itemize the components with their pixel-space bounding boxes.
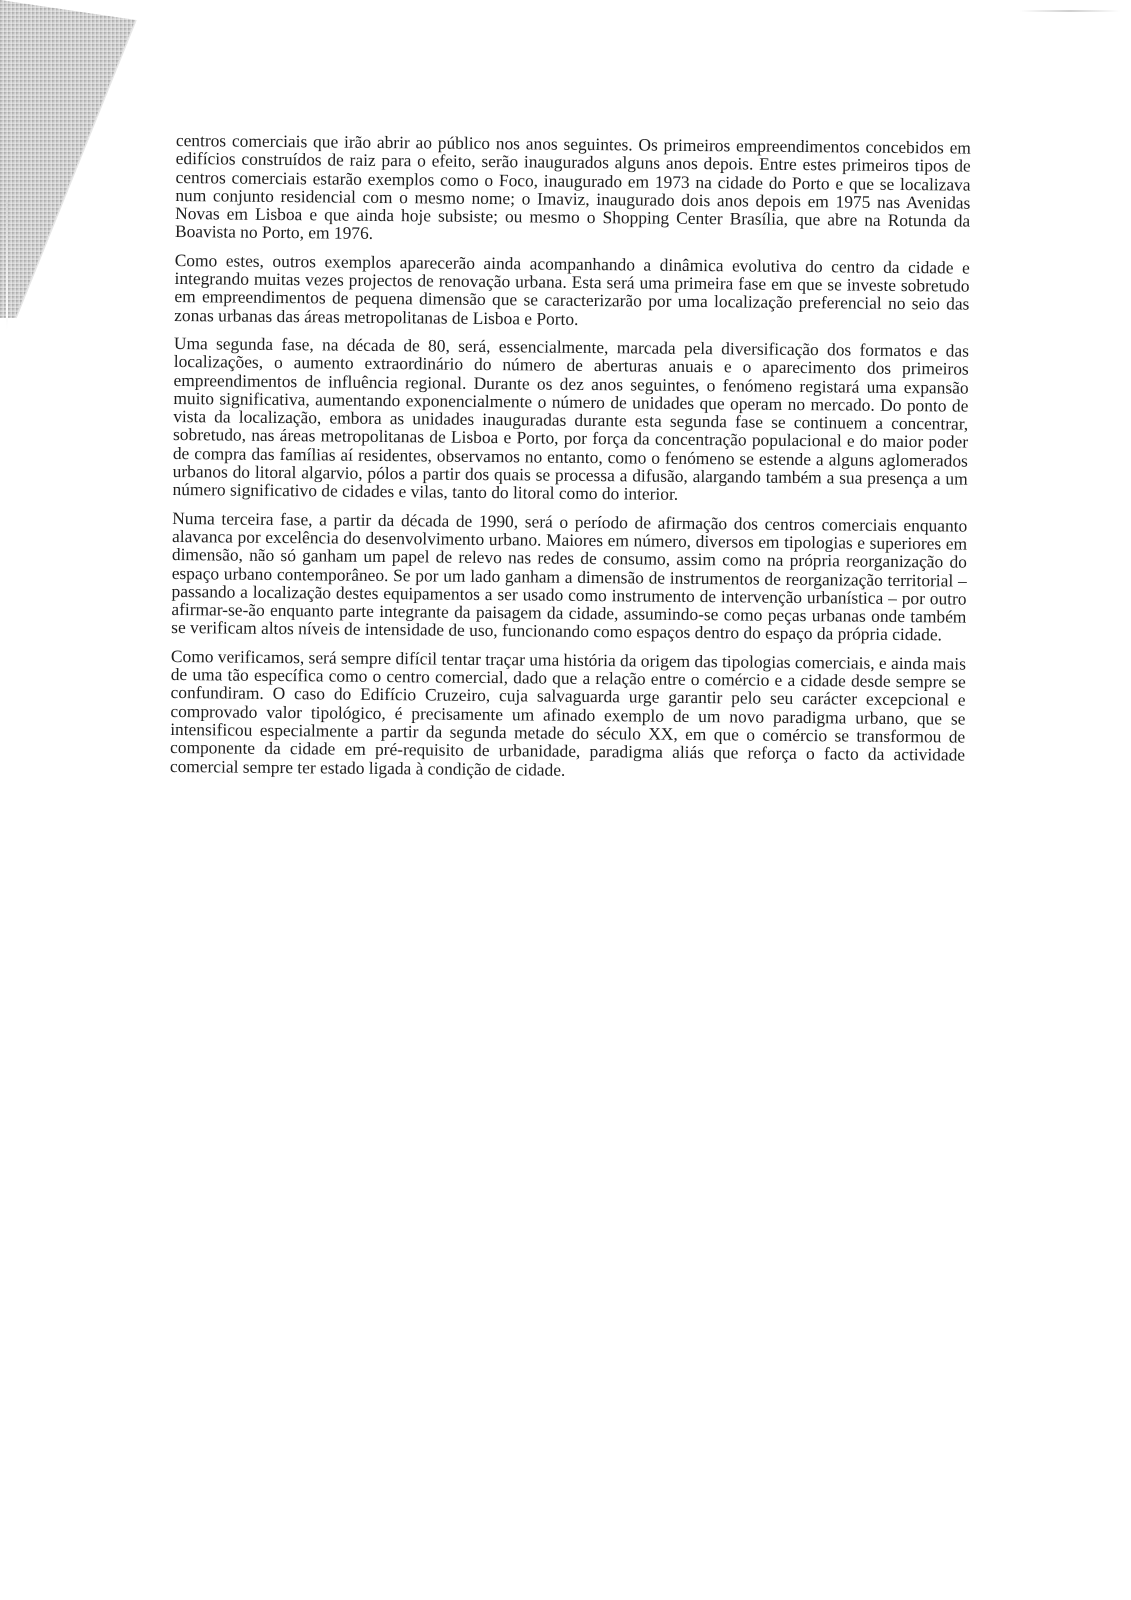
paragraph-4: Numa terceira fase, a partir da década de 1990, será o período de afirmação dos centros comerciais enquanto alavanca por excelência do desenvolvimento urbano. Maiores em número, diversos em tipologias e superiores em dimensão, não só ganham um papel de relevo nas redes de consumo, assim como na própria reorganização do espaço urbano contemporâneo. Se por um lado ganham a dimensão de instrumentos de reorganização territorial – passando a localização destes equipamentos a ser usado como instrumento de intervenção urbanística – por outro afirmar-se-ão enquanto parte integrante da paisagem da cidade, assumindo-se como peças urbanas onde também se verificam altos níveis de intensidade de uso, funcionando como espaços dentro do espaço da própria cidade. <box>171 507 968 645</box>
document-body <box>170 131 971 792</box>
paragraph-3: Uma segunda fase, na década de 80, será, essencialmente, marcada pela diversificação dos formatos e das localizações, o aumento extraordinário do número de aberturas anuais e o aparecimento dos primeiros empreendimentos de influência regional. Durante os dez anos seguintes, o fenómeno registará uma expansão muito significativa, aumentando exponencialmente o número de unidades que operam no mercado. Do ponto de vista da localização, embora as unidades inauguradas durante esta segunda fase se continuem a concentrar, sobretudo, nas áreas metropolitanas de Lisboa e Porto, por força da concentração populacional e do maior poder de compra das famílias aí residentes, observamos no entanto, como o fenómeno se estende a alguns aglomerados urbanos do litoral algarvio, pólos a partir dos quais se processa a difusão, alargando também a sua presença a um número significativo de cidades e vilas, tanto do litoral como do interior. <box>172 332 970 505</box>
paragraph-2: Como estes, outros exemplos aparecerão ainda acompanhando a dinâmica evolutiva do centro da cidade e integrando muitas vezes projectos de renovação urbana. Esta será uma primeira fase em que se investe sobretudo em empreendimentos de pequena dimensão que se caracterizarão por uma localização preferencial no seio das zonas urbanas das áreas metropolitanas de Lisboa e Porto. <box>174 249 970 329</box>
paragraph-1: centros comerciais que irão abrir ao público nos anos seguintes. Os primeiros empreendimentos concebidos em edifícios construídos de raiz para o efeito, serão inaugurados alguns anos depois. Entre estes primeiros tipos de centros comerciais estarão exemplos como o Foco, inaugurado em 1973 na cidade do Porto e que se localizava num conjunto residencial com o mesmo nome; o Imaviz, inaugurado dois anos depois em 1975 nas Avenidas Novas em Lisboa e que ainda hoje subsiste; ou mesmo o Shopping Center Brasília, que abre na Rotunda da Boavista no Porto, em 1976. <box>174 130 971 244</box>
scan-edge-mark-top <box>1020 10 1120 12</box>
folded-corner-shadow <box>0 0 140 330</box>
scan-edge-mark <box>6 200 8 330</box>
paragraph-5: Como verificamos, será sempre difícil tentar traçar uma história da origem das tipologias comerciais, e ainda mais de uma tão específica como o centro comercial, dado que a relação entre o comércio e a cidade desde sempre se confundiram. O caso do Edifício Cruzeiro, cuja salvaguarda urge garantir pelo seu carácter excepcional e comprovado valor tipológico, é precisamente um afinado exemplo de um novo paradigma urbano, que se intensificou especialmente a partir da segunda metade do século XX, em que o comércio se transformou de componente da cidade em pré-requisito de urbanidade, paradigma aliás que reforça o facto da actividade comercial sempre ter estado ligada à condição de cidade. <box>169 645 967 780</box>
